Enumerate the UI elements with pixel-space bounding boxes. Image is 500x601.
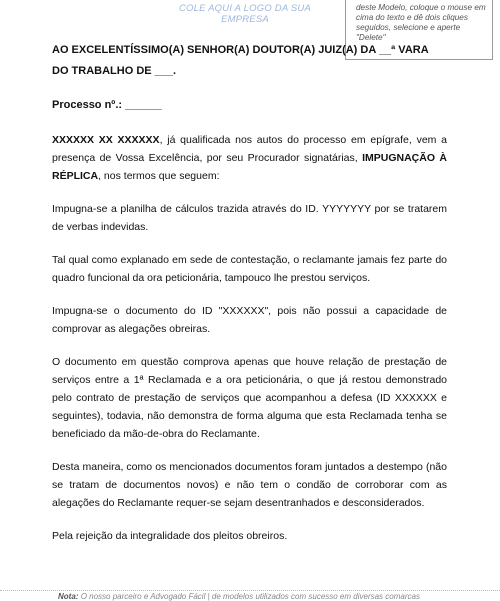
intro-text-after: , nos termos que seguem: [98, 170, 220, 182]
document-body [52, 40, 447, 545]
intro-text-before: , já qualificada nos autos do processo em epígrafe, vem a presença de Vossa Excelência, por seu Procurador signatárias, [52, 134, 447, 164]
addressee-heading: AO EXCELENTÍSSIMO(A) SENHOR(A) DOUTOR(A) JUIZ(A) DA __ª VARA DO TRABALHO DE ___. [52, 44, 429, 77]
logo-placeholder: COLE AQUI A LOGO DA SUA EMPRESA [178, 3, 311, 25]
footer-note-label: Nota: [58, 592, 79, 601]
paragraph-destempo: Desta maneira, como os mencionados documentos foram juntados a destempo (não se tratam de documentos novos) e não tem o condão de corroborar com as alegações do Reclamante requer-se sejam desentranhados e desconsiderados. [52, 461, 447, 509]
paragraph-documento-comprova: O documento em questão comprova apenas que houve relação de prestação de serviços entre a 1ª Reclamada e a ora peticionária, o que já restou demonstrado pelo contrato de prestação de serviços que acompanhou a defesa (ID XXXXXX e seguintes), todavia, não demonstra de forma alguma que esta Reclamada tenha se beneficiado da mão-de-obra do Reclamante. [52, 356, 447, 440]
footer-note-text: O nosso parceiro e Advogado Fácil | de modelos utilizados com sucesso em diversas comarcas [80, 592, 420, 601]
paragraph-impugna-planilha: Impugna-se a planilha de cálculos trazida através do ID. YYYYYYY por se tratarem de verbas indevidas. [52, 203, 447, 233]
paragraph-rejeicao: Pela rejeição da integralidade dos pleitos obreiros. [52, 530, 288, 542]
process-number: Processo nº.: ______ [52, 99, 162, 111]
party-name: XXXXXX XX XXXXXX [52, 134, 160, 146]
paragraph-impugna-documento: Impugna-se o documento do ID "XXXXXX", pois não possui a capacidade de comprovar as alegações obreiras. [52, 305, 447, 335]
intro-paragraph [52, 131, 447, 185]
paragraph-contestacao: Tal qual como explanado em sede de contestação, o reclamante jamais fez parte do quadro funcional da ora peticionária, tampouco lhe prestou serviços. [52, 254, 447, 284]
petition-type: IMPUGNAÇÃO À RÉPLICA [52, 152, 447, 182]
editor-note-box: deste Modelo, coloque o mouse em cima do texto e dê dois cliques seguidos, selecione e aperte "Delete" [345, 0, 493, 60]
